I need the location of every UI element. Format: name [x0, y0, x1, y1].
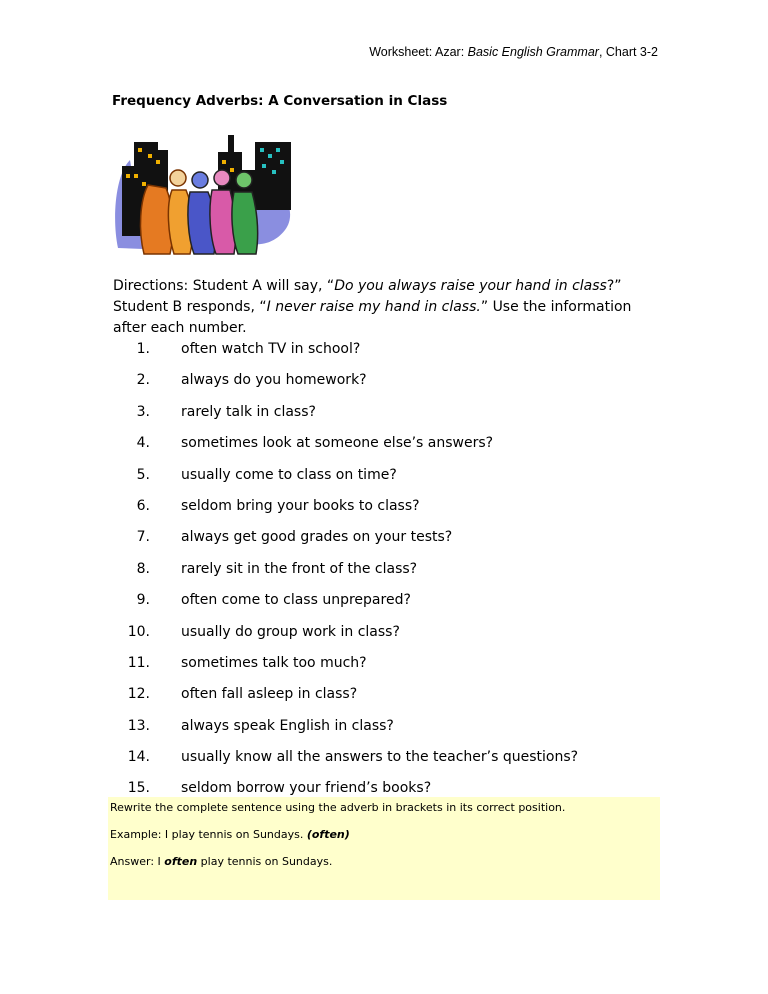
list-item	[113, 746, 673, 777]
item-text: often watch TV in school?	[181, 341, 361, 357]
list-item	[113, 464, 673, 495]
item-number: 1.	[136, 341, 150, 357]
directions-part2: ?” Student B responds, “	[113, 278, 622, 315]
list-item	[113, 401, 673, 432]
list-item	[113, 652, 673, 683]
city-people-clipart-icon	[110, 130, 296, 258]
directions-part1: Directions: Student A will say, “	[113, 278, 335, 294]
exercise-example	[110, 828, 350, 841]
item-text: usually know all the answers to the teacher’s questions?	[181, 749, 579, 766]
example-label: Example: I play tennis on Sundays.	[110, 828, 307, 841]
list-item	[113, 369, 673, 400]
list-item	[113, 495, 673, 526]
item-text: often come to class unprepared?	[181, 592, 411, 609]
item-text: seldom borrow your friend’s books?	[181, 780, 432, 797]
directions-text	[113, 276, 658, 339]
list-item	[113, 683, 673, 714]
item-number: 3.	[136, 403, 150, 420]
item-number: 15.	[127, 780, 150, 797]
answer-post: play tennis on Sundays.	[197, 855, 333, 868]
example-adverb: (often)	[306, 828, 350, 841]
exercise-box	[108, 797, 660, 900]
exercise-instruction: Rewrite the complete sentence using the adverb in brackets in its correct position.	[110, 801, 566, 814]
directions-question: Do you always raise your hand in class	[334, 278, 607, 294]
item-text: always speak English in class?	[181, 717, 394, 734]
item-number: 7.	[136, 529, 150, 546]
item-number: 9.	[136, 592, 150, 609]
page-title: Frequency Adverbs: A Conversation in Class	[112, 93, 448, 109]
item-number: 2.	[136, 372, 150, 389]
list-item	[113, 715, 673, 746]
list-item	[113, 526, 673, 557]
directions-answer: I never raise my hand in class.	[266, 299, 481, 315]
item-text: rarely sit in the front of the class?	[181, 560, 418, 577]
list-item	[113, 558, 673, 589]
item-text: usually come to class on time?	[181, 466, 397, 483]
header-prefix: Worksheet: Azar:	[369, 45, 468, 59]
worksheet-header	[369, 45, 658, 59]
item-number: 11.	[127, 654, 150, 671]
item-text: sometimes look at someone else’s answers?	[181, 435, 494, 452]
directions-part3: ” Use the information after each number.	[113, 299, 632, 336]
list-item	[113, 589, 673, 620]
item-number: 12.	[127, 686, 150, 703]
question-list	[113, 338, 673, 809]
item-number: 10.	[127, 623, 150, 640]
item-text: always do you homework?	[181, 372, 367, 389]
item-text: seldom bring your books to class?	[181, 497, 420, 514]
item-number: 14.	[127, 749, 150, 766]
item-text: usually do group work in class?	[181, 623, 400, 640]
list-item	[113, 621, 673, 652]
item-text: often fall asleep in class?	[181, 686, 358, 703]
answer-pre: Answer: I	[110, 855, 165, 868]
item-number: 6.	[136, 497, 150, 514]
item-number: 13.	[127, 717, 150, 734]
list-item	[113, 338, 673, 369]
item-text: sometimes talk too much?	[181, 654, 367, 671]
item-number: 4.	[136, 435, 150, 452]
item-text: always get good grades on your tests?	[181, 529, 453, 546]
item-text: rarely talk in class?	[181, 403, 316, 420]
item-number: 5.	[136, 466, 150, 483]
list-item	[113, 432, 673, 463]
item-number: 8.	[136, 560, 150, 577]
header-suffix: , Chart 3-2	[598, 45, 658, 59]
header-book-title: Basic English Grammar	[467, 45, 599, 59]
answer-adverb: often	[164, 855, 198, 868]
exercise-answer	[110, 855, 332, 868]
